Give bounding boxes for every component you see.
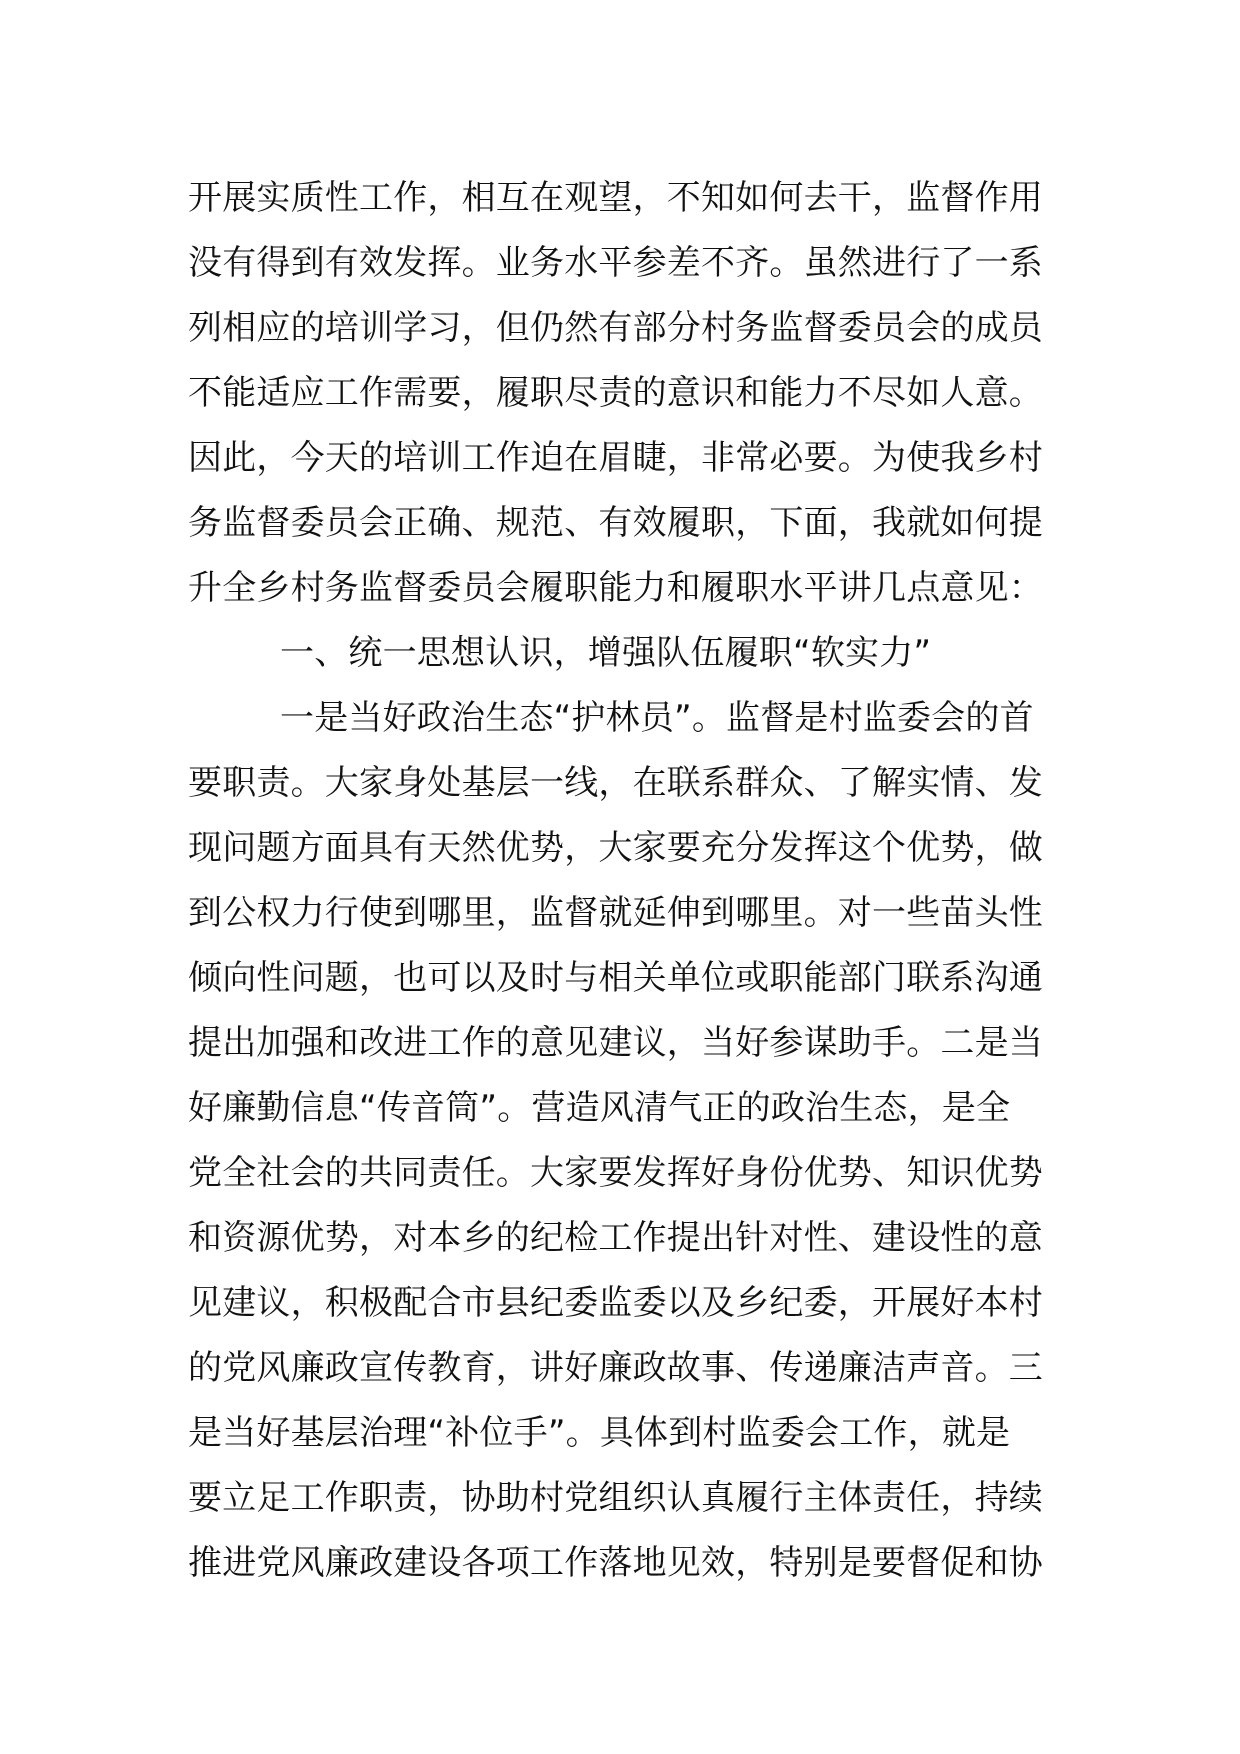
text-line: 要职责。大家身处基层一线，在联系群众、了解实情、发 <box>188 763 1043 803</box>
text-line: 要立足工作职责，协助村党组织认真履行主体责任，持续 <box>188 1478 1043 1518</box>
paragraph-start: 一是当好政治生态“护林员”。监督是村监委会的首 <box>280 698 1034 738</box>
text-line: 开展实质性工作，相互在观望，不知如何去干，监督作用 <box>188 178 1043 218</box>
text-line: 和资源优势，对本乡的纪检工作提出针对性、建设性的意 <box>188 1218 1043 1258</box>
text-line: 倾向性问题，也可以及时与相关单位或职能部门联系沟通 <box>188 958 1043 998</box>
body-text <box>188 166 1068 1596</box>
text-line: 务监督委员会正确、规范、有效履职，下面，我就如何提 <box>188 503 1043 543</box>
text-line: 是当好基层治理“补位手”。具体到村监委会工作，就是 <box>188 1413 1011 1453</box>
text-line: 到公权力行使到哪里，监督就延伸到哪里。对一些苗头性 <box>188 893 1043 933</box>
text-line: 见建议，积极配合市县纪委监委以及乡纪委，开展好本村 <box>188 1283 1043 1323</box>
text-line: 升全乡村务监督委员会履职能力和履职水平讲几点意见： <box>188 568 1043 608</box>
text-line: 不能适应工作需要，履职尽责的意识和能力不尽如人意。 <box>188 373 1043 413</box>
text-line: 现问题方面具有天然优势，大家要充分发挥这个优势，做 <box>188 828 1043 868</box>
text-line: 推进党风廉政建设各项工作落地见效，特别是要督促和协 <box>188 1543 1043 1583</box>
text-line: 因此，今天的培训工作迫在眉睫，非常必要。为使我乡村 <box>188 438 1043 478</box>
text-line: 列相应的培训学习，但仍然有部分村务监督委员会的成员 <box>188 308 1043 348</box>
text-line: 的党风廉政宣传教育，讲好廉政故事、传递廉洁声音。三 <box>188 1348 1043 1388</box>
text-line: 党全社会的共同责任。大家要发挥好身份优势、知识优势 <box>188 1153 1043 1193</box>
text-line: 好廉勤信息“传音筒”。营造风清气正的政治生态，是全 <box>188 1088 1011 1128</box>
text-line: 没有得到有效发挥。业务水平参差不齐。虽然进行了一系 <box>188 243 1043 283</box>
section-heading: 一、统一思想认识，增强队伍履职“软实力” <box>280 633 932 673</box>
text-line: 提出加强和改进工作的意见建议，当好参谋助手。二是当 <box>188 1023 1043 1063</box>
